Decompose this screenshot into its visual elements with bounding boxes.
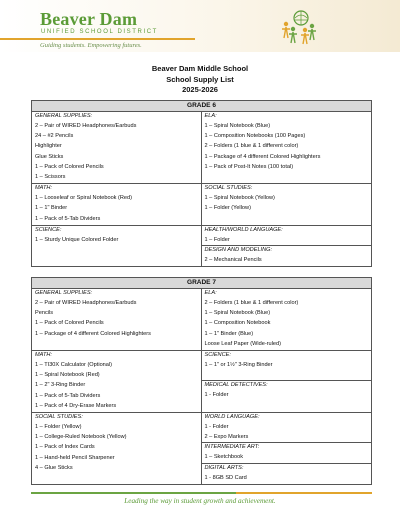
grade-7-general-cell — [32, 289, 202, 350]
list-item: Pencils — [35, 310, 54, 317]
list-item: 1 – Composition Notebooks (100 Pages) — [204, 133, 306, 140]
list-item: 1 – Pack of Index Cards — [35, 444, 95, 451]
table-row — [32, 112, 371, 184]
footer-slogan: Leading the way in student growth and achievement. — [124, 497, 276, 505]
medical-detectives-section — [202, 380, 372, 400]
list-item: 1 – 2" 3-Ring Binder — [35, 382, 86, 389]
list-item: Highlighter — [35, 143, 62, 150]
table-row — [32, 413, 371, 484]
section-title: HEALTH/WORLD LANGUAGE: — [204, 226, 283, 233]
table-row — [32, 226, 371, 266]
list-item: 1 - 8GB SD Card — [204, 474, 247, 481]
section-title: MATH: — [35, 185, 52, 192]
list-item: 1 – 1" or 1½" 3-Ring Binder — [204, 362, 273, 369]
grade-7-header: GRADE 7 — [32, 278, 371, 289]
letterhead-rule — [0, 38, 195, 40]
list-item: 1 – Scissors — [35, 174, 66, 181]
world-language-section — [205, 413, 369, 442]
district-logo-text: Beaver Dam — [40, 9, 138, 29]
grade-6-general-cell — [32, 112, 202, 183]
grade-7-math-cell — [32, 351, 202, 412]
intermediate-art-section — [202, 442, 372, 462]
section-title: SOCIAL STUDIES: — [35, 414, 83, 421]
list-item: 1 – Hand-held Pencil Sharpener — [35, 454, 115, 461]
list-item: 1 – Sketchbook — [204, 454, 244, 461]
grade-6-social-studies-cell — [202, 184, 372, 225]
list-item: 1 - Folder — [204, 424, 229, 431]
list-item: 2 – Pair of WIRED Headphones/Earbuds — [35, 123, 137, 129]
list-item: 1 – Spiral Notebook (Blue) — [204, 123, 271, 129]
table-row — [32, 184, 371, 226]
grade-6-science-cell — [32, 226, 202, 266]
list-item: 1 – Composition Notebook — [204, 320, 271, 327]
section-title: MEDICAL DETECTIVES: — [204, 382, 268, 389]
list-item: 1 – Pack of 5-Tab Dividers — [35, 215, 101, 222]
table-row — [32, 289, 371, 351]
section-title: DIGITAL ARTS: — [204, 464, 244, 471]
section-title: GENERAL SUPPLIES: — [35, 290, 93, 296]
section-title: MATH: — [35, 352, 52, 359]
list-item: 2 – Folders (1 blue & 1 different color) — [204, 143, 299, 150]
section-title: INTERMEDIATE ART: — [204, 444, 260, 451]
list-item: 1 – Pack of Post-It Notes (100 total) — [204, 163, 294, 170]
list-item: 2 – Mechanical Pencils — [204, 257, 262, 264]
grade-6-ela-cell — [202, 112, 372, 183]
section-title: ELA: — [204, 113, 217, 119]
grade-6-header: GRADE 6 — [32, 101, 371, 112]
grade-7-electives-cell — [202, 413, 372, 484]
list-item: 1 – Pack of Colored Pencils — [35, 320, 104, 327]
digital-arts-section — [202, 463, 372, 483]
list-item: 2 – Folders (1 blue & 1 different color) — [204, 300, 299, 306]
section-title: ELA: — [204, 290, 217, 296]
grade-7-science-medical-cell — [202, 351, 372, 412]
section-title: SOCIAL STUDIES: — [204, 185, 253, 192]
blank-line — [205, 370, 369, 380]
school-year: 2025-2026 — [182, 85, 218, 94]
list-item: 1 – Package of 4 different Colored Highlighters — [204, 153, 321, 160]
list-item: 4 – Glue Sticks — [35, 464, 73, 471]
list-item: 1 – Spiral Notebook (Yellow) — [204, 195, 275, 202]
grade-7-table — [31, 277, 372, 485]
section-title: WORLD LANGUAGE: — [204, 414, 260, 421]
list-item: 1 – Folder (Yellow) — [204, 205, 251, 212]
school-name: Beaver Dam Middle School — [151, 64, 249, 73]
grade-7-ela-cell — [202, 289, 372, 350]
list-item: 1 – Folder (Yellow) — [35, 424, 82, 431]
district-tagline: Guiding students. Empowering futures. — [40, 42, 142, 49]
letterhead — [0, 0, 400, 52]
list-item: 1 – Looseleaf or Spiral Notebook (Red) — [35, 195, 133, 202]
list-item: 1 – Package of 4 different Colored Highlighters — [35, 330, 151, 337]
footer-rule — [31, 492, 372, 494]
list-item: Glue Sticks — [35, 153, 64, 160]
list-item: 1 – Spiral Notebook (Blue) — [204, 310, 271, 317]
footer-rule-gold — [236, 492, 372, 494]
grade-7-social-studies-cell — [32, 413, 202, 484]
section-title: GENERAL SUPPLIES: — [35, 113, 93, 119]
children-globe-logo-icon — [277, 8, 317, 46]
grade-6-health-design-cell — [202, 226, 372, 266]
list-item: 1 – Sturdy Unique Colored Folder — [35, 236, 119, 243]
table-row — [32, 351, 371, 413]
list-item: 1 - Folder — [204, 392, 229, 399]
document-titles — [0, 64, 400, 96]
section-title: DESIGN AND MODELING: — [204, 247, 273, 254]
list-item: 1 – TI30X Calculator (Optional) — [35, 362, 113, 369]
footer-rule-green — [31, 492, 236, 494]
list-item: 1 – Spiral Notebook (Red) — [35, 372, 100, 379]
list-item: 1 – 1" Binder (Blue) — [204, 330, 254, 337]
list-item: 1 – Folder — [204, 236, 230, 243]
grade-6-math-cell — [32, 184, 202, 225]
district-subtitle: UNIFIED SCHOOL DISTRICT — [41, 29, 158, 35]
section-title: SCIENCE: — [35, 226, 62, 233]
list-item: 1 – 1" Binder — [35, 205, 68, 212]
grade-6-table — [31, 100, 372, 267]
design-modeling-section — [202, 245, 372, 265]
list-item: 1 – College-Ruled Notebook (Yellow) — [35, 434, 127, 441]
list-item: 2 – Expo Markers — [204, 434, 249, 441]
list-item: Loose Leaf Paper (Wide-ruled) — [204, 340, 281, 347]
section-title: SCIENCE: — [204, 352, 231, 359]
list-item: 1 – Pack of 4 Dry-Erase Markers — [35, 402, 117, 409]
health-world-language-section — [205, 226, 369, 245]
science-section — [205, 351, 369, 380]
list-item: 1 – Pack of Colored Pencils — [35, 163, 104, 170]
list-item: 1 – Pack of 5-Tab Dividers — [35, 392, 101, 399]
list-title: School Supply List — [166, 74, 234, 84]
list-item: 2 – Pair of WIRED Headphones/Earbuds — [35, 300, 137, 306]
list-item: 24 – #2 Pencils — [35, 133, 74, 140]
